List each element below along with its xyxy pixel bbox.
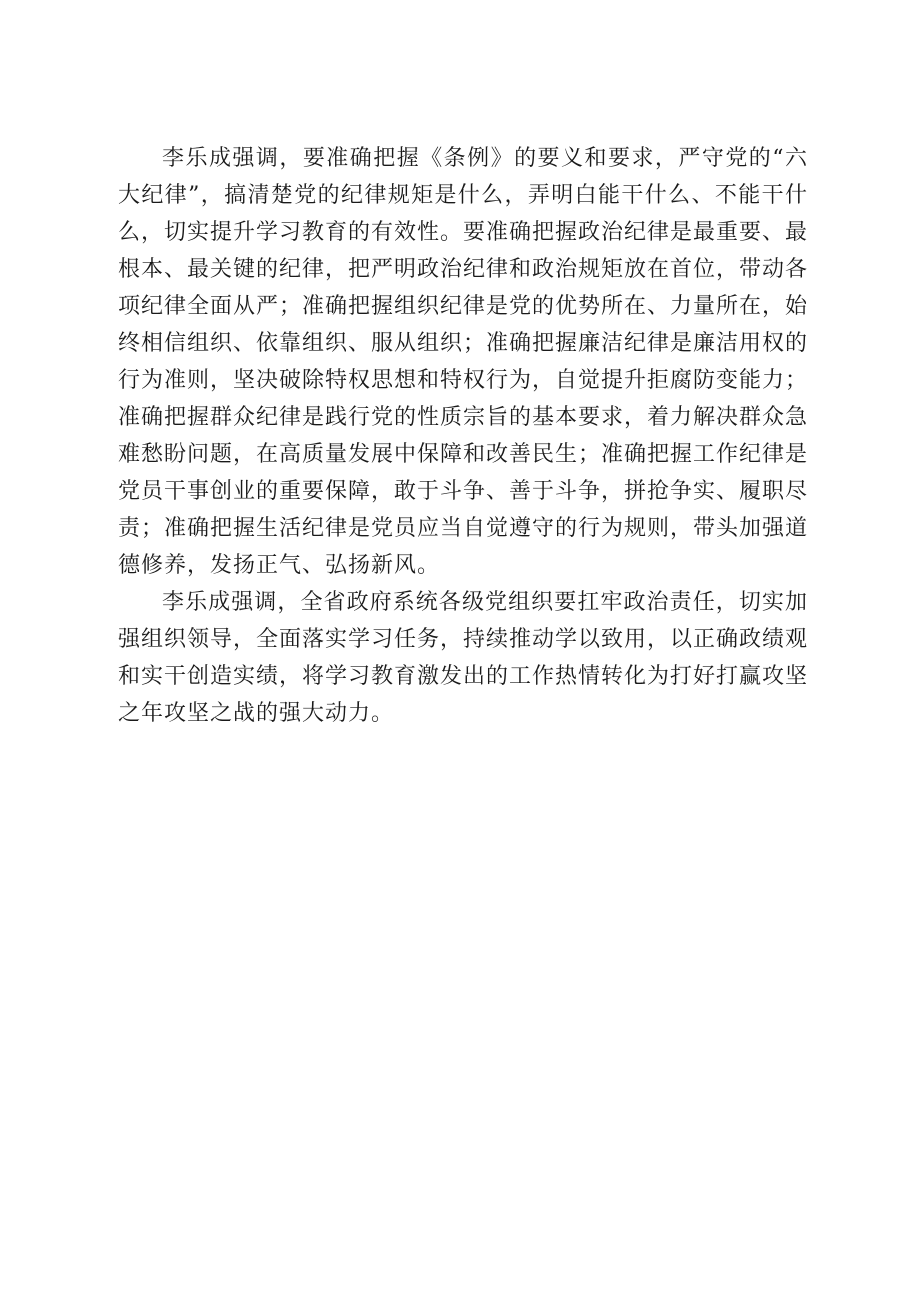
document-body <box>118 140 808 732</box>
paragraph-2: 李乐成强调，全省政府系统各级党组织要扛牢政治责任，切实加强组织领导，全面落实学习任务，持续推动学以致用，以正确政绩观和实干创造实绩，将学习教育激发出的工作热情转化为打好打赢攻坚之年攻坚之战的强大动力。 <box>118 590 809 726</box>
paragraph-1: 李乐成强调，要准确把握《条例》的要义和要求，严守党的“六大纪律”，搞清楚党的纪律规矩是什么，弄明白能干什么、不能干什么，切实提升学习教育的有效性。要准确把握政治纪律是最重要、最根本、最关键的纪律，把严明政治纪律和政治规矩放在首位，带动各项纪律全面从严；准确把握组织纪律是党的优势所在、力量所在，始终相信组织、依靠组织、服从组织；准确把握廉洁纪律是廉洁用权的行为准则，坚决破除特权思想和特权行为，自觉提升拒腐防变能力；准确把握群众纪律是践行党的性质宗旨的基本要求，着力解决群众急难愁盼问题，在高质量发展中保障和改善民生；准确把握工作纪律是党员干事创业的重要保障，敢于斗争、善于斗争，拼抢争实、履职尽责；准确把握生活纪律是党员应当自觉遵守的行为规则，带头加强道德修养，发扬正气、弘扬新风。 <box>118 146 809 578</box>
